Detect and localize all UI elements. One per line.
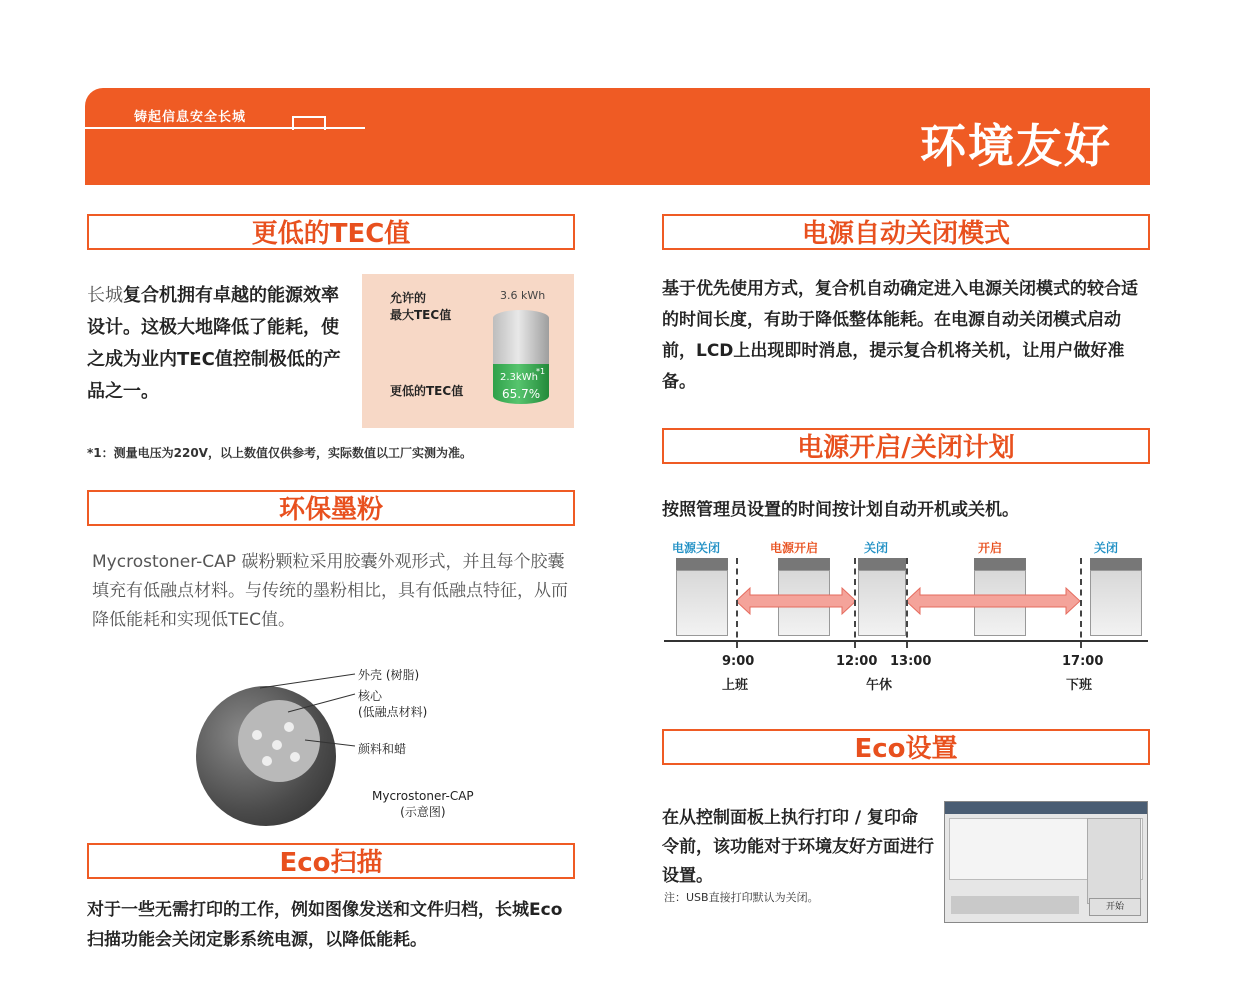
tec-text <box>87 280 349 408</box>
header-motif <box>292 116 326 130</box>
schedule-state: 关闭 <box>864 541 889 555</box>
timeline-axis <box>664 640 1148 642</box>
tec-footnote: *1：测量电压为220V，以上数值仅供参考，实际数值以工厂实测为准。 <box>87 446 472 460</box>
schedule-heading: 电源开启/关闭计划 <box>662 428 1150 464</box>
schedule-arrow <box>736 586 856 616</box>
schedule-state: 电源开启 <box>770 541 819 555</box>
toner-leader-lines <box>260 660 360 760</box>
toner-label-core: 核心 (低融点材料) <box>358 689 428 719</box>
eco-setting-text: 在从控制面板上执行打印 / 复印命令前，该功能对于环境友好方面进行设置。 <box>662 808 934 886</box>
screen-start-button: 开始 <box>1089 898 1141 916</box>
time-marker <box>854 558 856 648</box>
schedule-text: 按照管理员设置的时间按计划自动开机或关机。 <box>662 500 1019 520</box>
auto-off-heading: 电源自动关闭模式 <box>662 214 1150 250</box>
eco-setting-note: 注：USB直接打印默认为关闭。 <box>664 891 819 904</box>
tec-text-body: 复合机拥有卓越的能源效率设计。这极大地降低了能耗，使之成为业内TEC值控制极低的产品之一。 <box>87 285 341 402</box>
page-title: 环境友好 <box>920 119 1112 173</box>
schedule-period: 上班 <box>722 678 749 693</box>
tec-label-low: 更低的TEC值 <box>390 384 464 398</box>
schedule-state: 开启 <box>978 541 1003 555</box>
schedule-state: 电源关闭 <box>672 541 721 555</box>
toner-label-shell: 外壳 (树脂) <box>358 668 420 682</box>
header-tagline: 铸起信息安全长城 <box>134 110 247 125</box>
copier-image <box>858 558 906 636</box>
schedule-period: 午休 <box>866 678 893 693</box>
schedule-period: 下班 <box>1066 678 1093 693</box>
time-marker <box>1080 558 1082 648</box>
eco-scan-heading: Eco扫描 <box>87 843 575 879</box>
tec-label-max: 允许的 最大TEC值 <box>390 291 452 322</box>
eco-setting-heading: Eco设置 <box>662 729 1150 765</box>
time-marker <box>736 558 738 648</box>
tec-value-low: 2.3kWh <box>500 372 538 383</box>
copier-image <box>1090 558 1142 636</box>
tec-value-max: 3.6 kWh <box>500 289 546 302</box>
schedule-time: 17:00 <box>1062 654 1104 669</box>
toner-label-pigment: 颜料和蜡 <box>358 742 407 756</box>
tec-text-prefix: 长城 <box>87 285 123 306</box>
schedule-state: 关闭 <box>1094 541 1119 555</box>
eco-scan-text: 对于一些无需打印的工作，例如图像发送和文件归档，长城Eco扫描功能会关闭定影系统电源，以降低能耗。 <box>87 900 563 950</box>
toner-caption: Mycrostoner-CAP (示意图) <box>372 789 474 819</box>
schedule-time: 9:00 <box>722 654 755 669</box>
schedule-time: 12:00 <box>836 654 878 669</box>
schedule-arrow <box>906 586 1080 616</box>
tec-percent: 65.7% <box>502 387 541 401</box>
schedule-time: 13:00 <box>890 654 932 669</box>
time-marker <box>906 558 908 648</box>
tec-superscript: *1 <box>536 367 546 376</box>
toner-text: Mycrostoner-CAP 碳粉颗粒采用胶囊外观形式，并且每个胶囊填充有低融点材料。与传统的墨粉相比，具有低融点特征，从而降低能耗和实现低TEC值。 <box>92 552 568 630</box>
copier-image <box>676 558 728 636</box>
tec-heading: 更低的TEC值 <box>87 214 575 250</box>
toner-heading: 环保墨粉 <box>87 490 575 526</box>
control-panel-screenshot <box>944 801 1148 923</box>
auto-off-text: 基于优先使用方式，复合机自动确定进入电源关闭模式的较合适的时间长度，有助于降低整体能耗。在电源自动关闭模式启动前，LCD上出现即时消息，提示复合机将关机，让用户做好准备。 <box>662 279 1138 392</box>
